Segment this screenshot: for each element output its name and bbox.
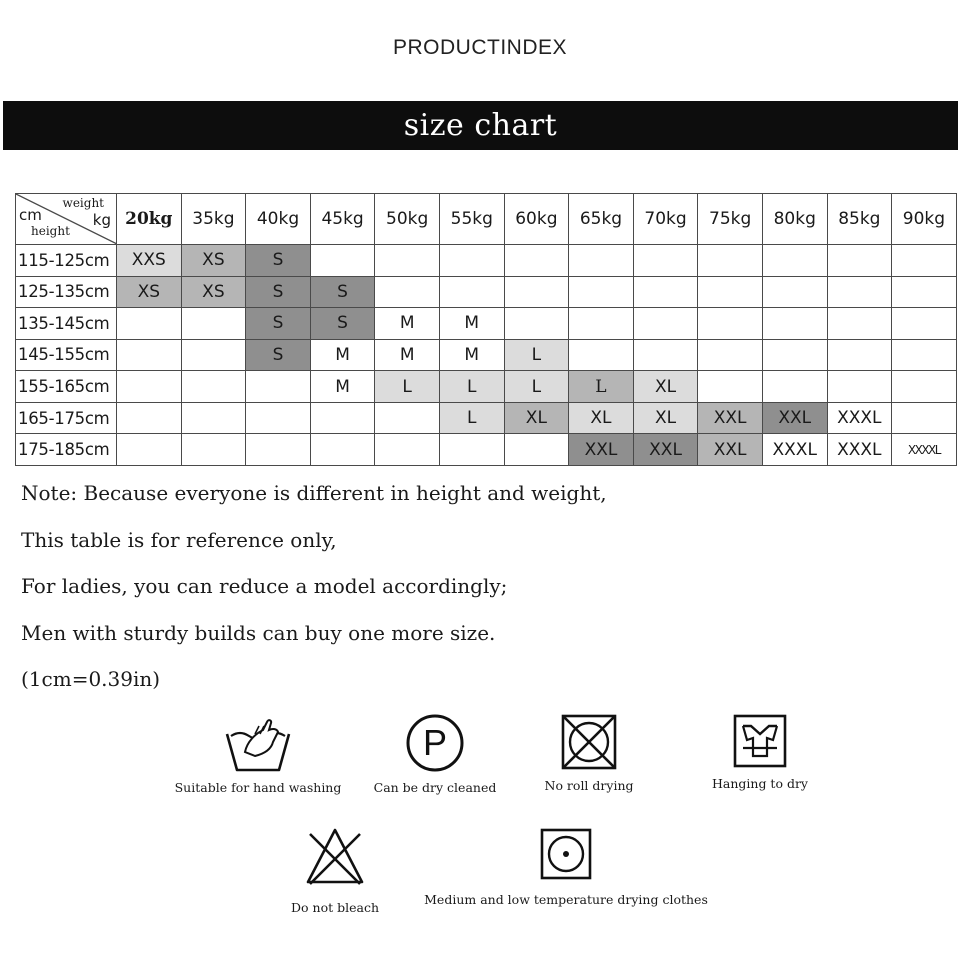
size-cell: [181, 434, 246, 466]
size-cell: [117, 308, 182, 340]
size-cell: [504, 276, 569, 308]
size-cell: [375, 245, 440, 277]
height-range-cell: 155-165cm: [16, 371, 117, 403]
size-cell: [246, 434, 311, 466]
size-cell: L: [375, 371, 440, 403]
size-chart-banner: size chart: [3, 101, 958, 150]
size-cell: [439, 245, 504, 277]
weight-header: 80kg: [762, 194, 827, 245]
size-cell: [892, 402, 957, 434]
no-tumble-dry-icon: [559, 712, 619, 772]
size-cell: XXL: [698, 402, 763, 434]
corner-kg-label: kg: [92, 211, 111, 229]
care-item-medium-temp-drying: [421, 826, 711, 907]
size-cell: S: [246, 308, 311, 340]
care-label: Medium and low temperature drying clothes: [424, 892, 708, 907]
size-cell: [892, 276, 957, 308]
care-label: Suitable for hand washing: [174, 780, 342, 795]
size-cell: S: [246, 245, 311, 277]
size-cell: [117, 371, 182, 403]
height-range-cell: 165-175cm: [16, 402, 117, 434]
size-cell: M: [310, 371, 375, 403]
size-cell: [892, 371, 957, 403]
size-cell: XS: [181, 245, 246, 277]
size-cell: [504, 434, 569, 466]
size-cell: XXL: [633, 434, 698, 466]
care-label: Can be dry cleaned: [373, 780, 497, 795]
weight-header: 90kg: [892, 194, 957, 245]
size-cell: XXS: [117, 245, 182, 277]
size-cell: M: [310, 339, 375, 371]
size-cell: XXXL: [827, 434, 892, 466]
notes-section: [21, 478, 941, 711]
size-cell: [375, 434, 440, 466]
care-label: Do not bleach: [291, 900, 379, 915]
weight-header: 60kg: [504, 194, 569, 245]
corner-weight-label: weight: [62, 196, 104, 210]
size-cell: [181, 339, 246, 371]
size-cell: [827, 276, 892, 308]
size-cell: XS: [181, 276, 246, 308]
size-cell: XS: [117, 276, 182, 308]
size-cell: [504, 245, 569, 277]
size-cell: [117, 434, 182, 466]
note-line: Note: Because everyone is different in height and weight,: [21, 481, 607, 505]
size-cell: [633, 245, 698, 277]
size-cell: [892, 339, 957, 371]
size-cell: [569, 276, 634, 308]
height-range-cell: 135-145cm: [16, 308, 117, 340]
corner-cm-label: cm: [19, 206, 42, 224]
size-cell: XL: [633, 371, 698, 403]
size-cell: XL: [633, 402, 698, 434]
size-cell: M: [375, 308, 440, 340]
care-label: Hanging to dry: [712, 776, 808, 791]
size-cell: M: [439, 339, 504, 371]
size-cell: [892, 245, 957, 277]
height-range-cell: 125-135cm: [16, 276, 117, 308]
size-cell: [698, 308, 763, 340]
note-line: This table is for reference only,: [21, 527, 337, 552]
size-cell: S: [246, 339, 311, 371]
weight-header: 45kg: [310, 194, 375, 245]
size-cell: XXXL: [762, 434, 827, 466]
size-cell: [762, 276, 827, 308]
size-cell: [569, 245, 634, 277]
size-cell: L: [504, 371, 569, 403]
size-cell: [504, 308, 569, 340]
size-cell: [633, 308, 698, 340]
size-cell: [310, 434, 375, 466]
weight-header: 70kg: [633, 194, 698, 245]
size-cell: XXXL: [827, 402, 892, 434]
size-cell: [827, 371, 892, 403]
size-cell: [762, 245, 827, 277]
size-cell: XXL: [569, 434, 634, 466]
size-cell: [827, 245, 892, 277]
weight-header: 35kg: [181, 194, 246, 245]
size-cell: M: [375, 339, 440, 371]
size-cell: [439, 276, 504, 308]
size-cell: L: [504, 339, 569, 371]
height-range-cell: 175-185cm: [16, 434, 117, 466]
size-cell: [827, 339, 892, 371]
size-cell: [439, 434, 504, 466]
care-item-dry-clean: [362, 712, 508, 795]
size-chart-table: [15, 193, 957, 466]
size-cell: [310, 245, 375, 277]
size-cell: [310, 402, 375, 434]
table-row: [16, 402, 957, 434]
care-item-no-bleach: [279, 826, 391, 915]
size-cell: [633, 339, 698, 371]
dry-clean-p-icon: [404, 712, 466, 774]
corner-height-label: height: [31, 224, 70, 238]
weight-header: 40kg: [246, 194, 311, 245]
corner-header-cell: [16, 194, 117, 245]
care-label: No roll drying: [544, 778, 634, 793]
size-cell: [698, 371, 763, 403]
size-cell: [246, 371, 311, 403]
table-row: [16, 434, 957, 466]
table-row: [16, 308, 957, 340]
size-cell: S: [246, 276, 311, 308]
weight-header-row: [16, 194, 957, 245]
care-item-hanging-dry: [700, 712, 820, 791]
size-cell: [375, 402, 440, 434]
size-cell: [698, 276, 763, 308]
line-dry-icon: [731, 712, 789, 770]
size-cell: [762, 339, 827, 371]
no-bleach-icon: [304, 826, 366, 886]
size-cell: XXXXL: [892, 434, 957, 466]
size-cell: [181, 371, 246, 403]
size-cell: [181, 402, 246, 434]
table-row: [16, 245, 957, 277]
hand-wash-icon: [223, 712, 293, 774]
brand-name: PRODUCTINDEX: [392, 36, 567, 59]
weight-header: 85kg: [827, 194, 892, 245]
size-cell: L: [439, 402, 504, 434]
size-cell: XL: [569, 402, 634, 434]
size-cell: L: [439, 371, 504, 403]
size-cell: [375, 276, 440, 308]
weight-header: 50kg: [375, 194, 440, 245]
care-item-hand-wash: [170, 712, 346, 795]
size-cell: S: [310, 308, 375, 340]
size-cell: [181, 308, 246, 340]
table-row: [16, 371, 957, 403]
note-line: (1cm=0.39in): [21, 667, 161, 691]
weight-header: 20kg: [117, 194, 182, 245]
size-cell: [246, 402, 311, 434]
size-cell: [633, 276, 698, 308]
care-item-no-roll-drying: [529, 712, 649, 793]
weight-header: 65kg: [569, 194, 634, 245]
size-cell: [892, 308, 957, 340]
size-cell: [827, 308, 892, 340]
weight-header: 75kg: [698, 194, 763, 245]
size-cell: S: [310, 276, 375, 308]
height-range-cell: 115-125cm: [16, 245, 117, 277]
table-row: [16, 276, 957, 308]
size-cell: L: [569, 371, 634, 403]
height-range-cell: 145-155cm: [16, 339, 117, 371]
note-line: For ladies, you can reduce a model accordingly;: [21, 574, 508, 598]
size-cell: [117, 339, 182, 371]
size-cell: [117, 402, 182, 434]
size-cell: [569, 308, 634, 340]
note-line: Men with sturdy builds can buy one more size.: [21, 620, 496, 645]
size-cell: XXL: [762, 402, 827, 434]
size-cell: [698, 339, 763, 371]
size-cell: [569, 339, 634, 371]
tumble-dry-medium-icon: [538, 826, 594, 882]
svg-text:P: P: [422, 722, 448, 763]
size-cell: [762, 308, 827, 340]
size-cell: M: [439, 308, 504, 340]
size-cell: XL: [504, 402, 569, 434]
size-cell: [698, 245, 763, 277]
size-cell: XXL: [698, 434, 763, 466]
weight-header: 55kg: [439, 194, 504, 245]
size-cell: [762, 371, 827, 403]
table-row: [16, 339, 957, 371]
